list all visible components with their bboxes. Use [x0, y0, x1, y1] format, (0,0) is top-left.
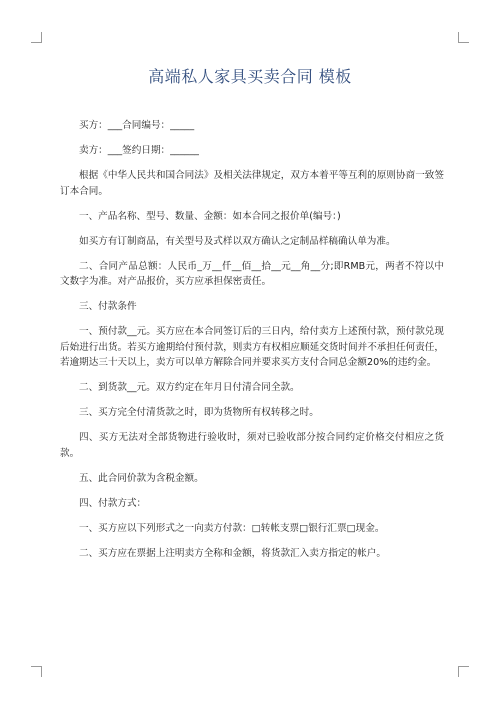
- clause-3-item-4: 四、买方无法对全部货物进行验收时，须对已验收部分按合同约定价格交付相应之货款。: [60, 432, 444, 459]
- crop-mark-top-left: [31, 32, 42, 43]
- document-title: 高端私人家具买卖合同 模板: [148, 67, 352, 86]
- clause-3-item-5: 五、此合同价款为含税金额。: [79, 472, 204, 484]
- clause-3-item-3: 三、买方完全付清货款之时，即为货物所有权转移之时。: [79, 407, 319, 418]
- seller-line: 卖方：___签约日期：______: [79, 145, 199, 156]
- crop-mark-bottom-right: [458, 666, 469, 677]
- clause-4-heading: 四、付款方式：: [79, 497, 147, 509]
- buyer-line: 买方：___合同编号：_____: [79, 120, 195, 131]
- crop-mark-bottom-left: [31, 666, 42, 677]
- clause-2-total: 二、合同产品总额：人民币_万__仟__佰__拾__元__角__分;即RMB元，两者不符以中文数字为准。对产品报价，买方应承担保密责任。: [60, 260, 444, 287]
- crop-mark-top-right: [458, 32, 469, 43]
- document-body: [60, 118, 444, 571]
- clause-1-detail: 如买方有订制商品，有关型号及式样以双方确认之定制品样稿确认单为准。: [79, 235, 396, 247]
- clause-3-heading: 三、付款条件: [79, 301, 137, 312]
- clause-4-item-2: 二、买方应在票据上注明卖方全称和金额，将货款汇入卖方指定的帐户。: [79, 547, 386, 559]
- clause-4-item-1: 一、买方应以下列形式之一向卖方付款：□转帐支票□银行汇票□现金。: [79, 522, 385, 534]
- preamble-paragraph: 根据《中华人民共和国合同法》及相关法律规定，双方本着平等互利的原则协商一致签订本合同。: [60, 170, 444, 197]
- clause-1-heading: 一、产品名称、型号、数量、金额：如本合同之报价单(编号：): [79, 210, 341, 222]
- clause-3-item-1: 一、预付款__元。买方应在本合同签订后的三日内，给付卖方上述预付款，预付款兑现后始进行出货。若买方逾期给付预付款，则卖方有权相应顺延交货时间并不承担任何责任，若逾期达三十天以上，卖方可以单方解除合同并要求买方支付合同总金额20%的违约金。: [60, 326, 444, 368]
- clause-3-item-2: 二、到货款__元。双方约定在年月日付清合同全款。: [79, 382, 300, 393]
